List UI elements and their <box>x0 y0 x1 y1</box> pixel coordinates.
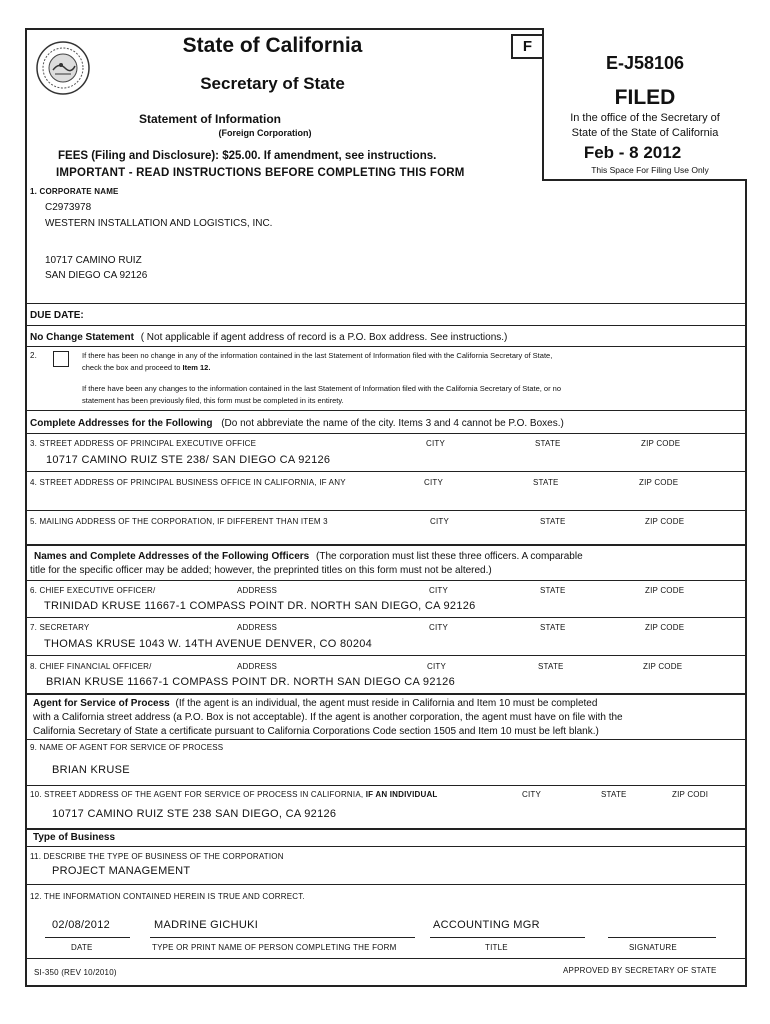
state-seal <box>35 40 91 96</box>
item-9-label: 9. NAME OF AGENT FOR SERVICE OF PROCESS <box>30 743 224 752</box>
no-change-line2a: If there have been any changes to the information contained in the last Statement of Information filed with the California Secretary of State, or no <box>82 384 562 393</box>
form-subheading: (Foreign Corporation) <box>218 128 312 138</box>
item-6-value: TRINIDAD KRUSE 11667-1 COMPASS POINT DR. NORTH SAN DIEGO, CA 92126 <box>44 600 476 612</box>
signature-date-value: 02/08/2012 <box>52 919 111 931</box>
item-10-zip-col: ZIP CODI <box>672 790 709 799</box>
item-6-address-col: ADDRESS <box>237 586 278 595</box>
item-5-label: 5. MAILING ADDRESS OF THE CORPORATION, IF DIFFERENT THAN ITEM 3 <box>30 517 328 526</box>
no-change-heading <box>30 332 507 343</box>
item-8-zip-col: ZIP CODE <box>643 662 683 671</box>
item-5-state-col: STATE <box>540 517 566 526</box>
corporate-address-line1: 10717 CAMINO RUIZ <box>45 255 142 266</box>
no-change-line1b <box>82 363 210 372</box>
addresses-note: (Do not abbreviate the name of the city. Items 3 and 4 cannot be P.O. Boxes.) <box>221 418 564 429</box>
corporate-name-label: 1. CORPORATE NAME <box>30 187 119 196</box>
signature-title-label: TITLE <box>485 943 508 952</box>
item-4-zip-col: ZIP CODE <box>639 478 679 487</box>
item-10-state-col: STATE <box>601 790 627 799</box>
corporate-name: WESTERN INSTALLATION AND LOGISTICS, INC. <box>45 218 273 229</box>
no-change-title: No Change Statement <box>30 332 134 343</box>
item-10-label <box>30 790 438 799</box>
form-id: SI-350 (REV 10/2010) <box>34 968 117 977</box>
filing-office-line1: In the office of the Secretary of <box>570 112 720 124</box>
item-5-city-col: CITY <box>430 517 450 526</box>
agent-note3: California Secretary of State a certificate pursuant to California Corporations Code section 1505 and Item 10 must be left blank.) <box>33 726 599 737</box>
corporate-number: C2973978 <box>45 202 92 213</box>
signature-name-label: TYPE OR PRINT NAME OF PERSON COMPLETING THE FORM <box>152 943 397 952</box>
item-9-value: BRIAN KRUSE <box>52 764 130 776</box>
item-11-value: PROJECT MANAGEMENT <box>52 865 191 877</box>
item-7-address-col: ADDRESS <box>237 623 278 632</box>
item-11-label: 11. DESCRIBE THE TYPE OF BUSINESS OF THE CORPORATION <box>30 852 284 861</box>
signature-name-value: MADRINE GICHUKI <box>154 919 259 931</box>
item-2-number: 2. <box>30 351 38 360</box>
item-10-city-col: CITY <box>522 790 542 799</box>
business-title: Type of Business <box>33 832 116 843</box>
officers-title: Names and Complete Addresses of the Following Officers <box>34 551 310 562</box>
item-12-label: 12. THE INFORMATION CONTAINED HEREIN IS TRUE AND CORRECT. <box>30 892 305 901</box>
form-type-box: F <box>511 34 544 59</box>
item-3-label: 3. STREET ADDRESS OF PRINCIPAL EXECUTIVE OFFICE <box>30 439 257 448</box>
item-3-value: 10717 CAMINO RUIZ STE 238/ SAN DIEGO CA 92126 <box>46 454 331 466</box>
item-7-label: 7. SECRETARY <box>30 623 90 632</box>
officers-note2: title for the specific officer may be added; however, the preprinted titles on this form must not be altered.) <box>30 565 492 576</box>
filing-number: E-J58106 <box>605 53 685 73</box>
item-7-city-col: CITY <box>429 623 449 632</box>
filing-date: Feb - 8 2012 <box>583 143 682 162</box>
form-heading: Statement of Information <box>138 112 281 126</box>
corporate-address-line2: SAN DIEGO CA 92126 <box>45 270 148 281</box>
item-4-state-col: STATE <box>533 478 559 487</box>
addresses-title: Complete Addresses for the Following <box>30 418 213 429</box>
due-date-label: DUE DATE: <box>30 310 84 321</box>
item-6-zip-col: ZIP CODE <box>645 586 685 595</box>
item-3-state-col: STATE <box>535 439 561 448</box>
agent-heading <box>33 698 597 709</box>
item-4-label: 4. STREET ADDRESS OF PRINCIPAL BUSINESS OFFICE IN CALIFORNIA, IF ANY <box>30 478 346 487</box>
item-7-zip-col: ZIP CODE <box>645 623 685 632</box>
signature-date-label: DATE <box>71 943 93 952</box>
item-6-city-col: CITY <box>429 586 449 595</box>
header-subtitle: Secretary of State <box>200 74 345 93</box>
no-change-note: ( Not applicable if agent address of record is a P.O. Box address. See instructions.) <box>140 332 508 343</box>
item-8-city-col: CITY <box>427 662 447 671</box>
no-change-checkbox[interactable] <box>53 351 69 367</box>
item-8-value: BRIAN KRUSE 11667-1 COMPASS POINT DR. NORTH SAN DIEGO CA 92126 <box>46 676 456 688</box>
no-change-line2b: statement has been previously filed, this form must be completed in its entirety. <box>82 396 344 405</box>
item-7-state-col: STATE <box>540 623 566 632</box>
item-10-value: 10717 CAMINO RUIZ STE 238 SAN DIEGO, CA 92126 <box>52 808 337 820</box>
item-7-value: THOMAS KRUSE 1043 W. 14TH AVENUE DENVER, CO 80204 <box>44 638 373 650</box>
item-8-label: 8. CHIEF FINANCIAL OFFICER/ <box>30 662 152 671</box>
item-3-city-col: CITY <box>426 439 446 448</box>
item-6-state-col: STATE <box>540 586 566 595</box>
item-3-zip-col: ZIP CODE <box>641 439 681 448</box>
no-change-line1a: If there has been no change in any of the information contained in the last Statement of Information filed with the California Secretary of State, <box>82 351 553 360</box>
agent-title: Agent for Service of Process <box>33 698 170 709</box>
item-8-state-col: STATE <box>538 662 564 671</box>
signature-title-value: ACCOUNTING MGR <box>433 919 540 931</box>
filing-office-line2: State of the State of California <box>571 127 719 139</box>
agent-note1: (If the agent is an individual, the agent must reside in California and Item 10 must be completed <box>175 698 598 709</box>
item-8-address-col: ADDRESS <box>237 662 278 671</box>
important-line: IMPORTANT - READ INSTRUCTIONS BEFORE COMPLETING THIS FORM <box>56 167 465 179</box>
item-10-label-bold: IF AN INDIVIDUAL <box>365 790 438 799</box>
no-change-line1b-prefix: check the box and proceed to <box>82 363 183 372</box>
officers-heading <box>34 551 583 562</box>
filing-status: FILED <box>614 86 676 109</box>
fees-line: FEES (Filing and Disclosure): $25.00. If amendment, see instructions. <box>58 150 437 162</box>
officers-note1: (The corporation must list these three officers. A comparable <box>316 551 583 562</box>
signature-signature-label: SIGNATURE <box>629 943 677 952</box>
approved-note: APPROVED BY SECRETARY OF STATE <box>563 966 717 975</box>
header-title: State of California <box>182 34 363 57</box>
no-change-line1b-bold: Item 12. <box>182 363 211 372</box>
addresses-heading <box>30 418 564 429</box>
item-4-city-col: CITY <box>424 478 444 487</box>
item-10-label-text: 10. STREET ADDRESS OF THE AGENT FOR SERVICE OF PROCESS IN CALIFORNIA, <box>30 790 364 799</box>
item-6-label: 6. CHIEF EXECUTIVE OFFICER/ <box>30 586 156 595</box>
item-5-zip-col: ZIP CODE <box>645 517 685 526</box>
filing-space-note: This Space For Filing Use Only <box>591 165 709 175</box>
agent-note2: with a California street address (a P.O. Box is not acceptable). If the agent is another corporation, the agent must have on file with the <box>33 712 623 723</box>
